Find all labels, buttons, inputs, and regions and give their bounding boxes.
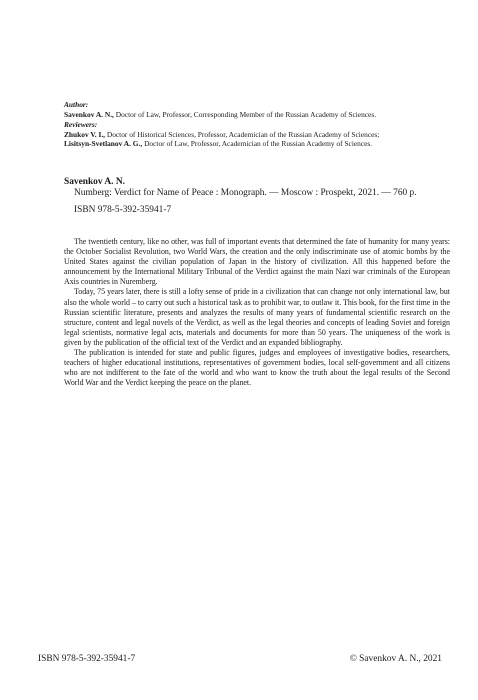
author-name: Savenkov A. N., bbox=[64, 109, 114, 119]
footer-copyright: © Savenkov A. N., 2021 bbox=[349, 654, 442, 664]
credits-block bbox=[64, 100, 454, 149]
reviewer-name: Zhukov V. I., bbox=[64, 129, 106, 139]
reviewer-entry bbox=[64, 139, 454, 149]
reviewer-description: Doctor of Historical Sciences, Professor, Academician of the Russian Academy of Sciences; bbox=[105, 129, 380, 139]
abstract-paragraph: The publication is intended for state and public figures, judges and employees of investigative bodies, researchers, teachers of higher educational institutions, representatives of government bodies, local self-government and all citizens who are not indifferent to the fate of the world and who want to know the truth about the legal results of the Second World War and the Verdict keeping the peace on the planet. bbox=[64, 348, 450, 388]
author-entry bbox=[64, 110, 454, 120]
abstract-paragraph: The twentieth century, like no other, was full of important events that determined the fate of humanity for many years: the October Socialist Revolution, two World Wars, the creation and the only indiscriminate use of atomic bombs by the United States against the civilian population of Japan in the history of civilization. All this happened before the announcement by the International Military Tribunal of the Verdict against the main Nazi war criminals of the European Axis countries in Nuremberg. bbox=[64, 237, 450, 287]
record-title: Numberg: Verdict for Name of Peace : Monograph. — Moscow : Prospekt, 2021. — 760 p. bbox=[74, 188, 417, 198]
reviewer-entry bbox=[64, 130, 454, 140]
reviewer-name: Lisitsyn-Svetlanov A. G., bbox=[64, 139, 143, 149]
abstract bbox=[64, 237, 450, 388]
abstract-paragraph: Today, 75 years later, there is still a lofty sense of pride in a civilization that can change not only international law, but also the whole world – to carry out such a historical task as to prohibit war, to outlaw it. This book, for the first time in the Russian scientific literature, presents and analyzes the results of many years of fundamental scientific research on the structure, content and legal novels of the Verdict, as well as the legal theories and concepts of leading Soviet and foreign legal scientists, normative legal acts, materials and documents for more than 50 years. The uniqueness of the work is given by the publication of the official text of the Verdict and an expanded bibliography. bbox=[64, 287, 450, 347]
reviewer-description: Doctor of Law, Professor, Academician of the Russian Academy of Sciences. bbox=[142, 139, 373, 149]
footer-isbn: ISBN 978-5-392-35941-7 bbox=[38, 654, 136, 664]
record-isbn: ISBN 978-5-392-35941-7 bbox=[74, 204, 172, 215]
record-author: Savenkov A. N. bbox=[64, 177, 125, 187]
author-role-label: Author: bbox=[64, 100, 89, 109]
bibliographic-record bbox=[64, 176, 450, 216]
reviewers-role-label: Reviewers: bbox=[64, 120, 98, 130]
author-description: Doctor of Law, Professor, Corresponding Member of the Russian Academy of Sciences. bbox=[113, 109, 377, 119]
